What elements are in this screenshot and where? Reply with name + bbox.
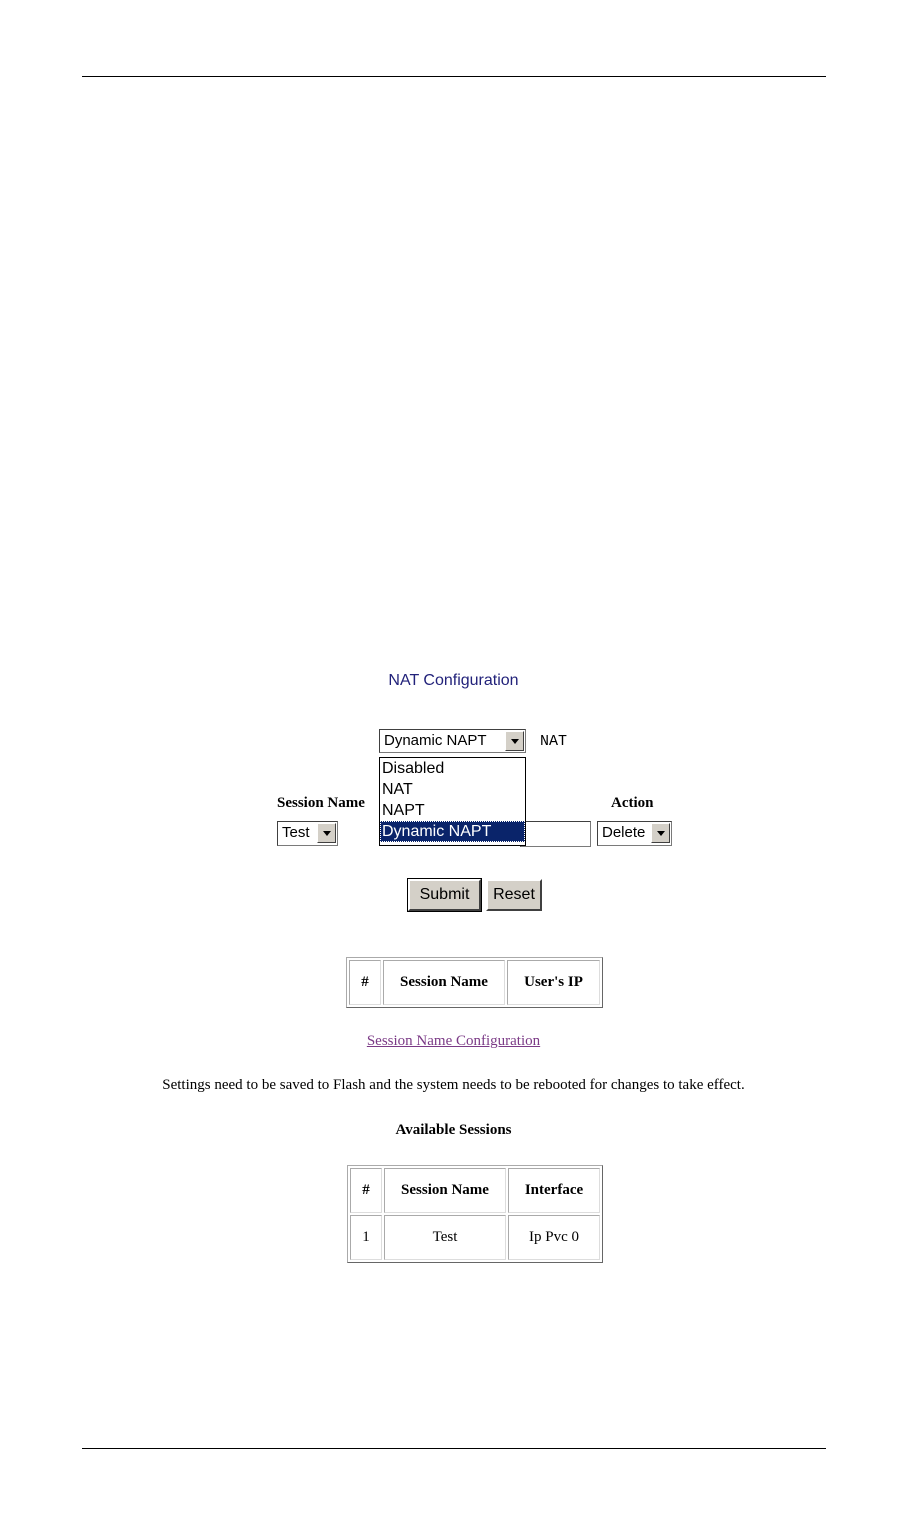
nat-option-disabled[interactable]: Disabled — [382, 760, 445, 777]
page-title: NAT Configuration — [388, 672, 519, 689]
row-interface: Ip Pvc 0 — [508, 1215, 600, 1260]
session-name-select[interactable] — [277, 821, 338, 846]
session-table — [346, 957, 603, 1008]
chevron-down-icon[interactable] — [317, 823, 336, 843]
available-sessions-table — [347, 1165, 603, 1263]
header-rule — [82, 76, 826, 77]
nat-mode-select[interactable] — [379, 729, 526, 753]
nat-mode-value: Dynamic NAPT — [384, 732, 487, 749]
table-row — [350, 1215, 600, 1260]
reset-button[interactable]: Reset — [486, 879, 542, 911]
session-name-header: Session Name — [277, 795, 365, 811]
table-header-row — [350, 1168, 600, 1213]
nat-option-nat[interactable]: NAT — [382, 781, 413, 798]
action-select[interactable] — [597, 821, 672, 846]
session-name-value: Test — [282, 824, 310, 841]
col-session-name: Session Name — [383, 960, 505, 1005]
session-name-config-link[interactable]: Session Name Configuration — [366, 1033, 541, 1049]
col-session-name: Session Name — [384, 1168, 506, 1213]
footer-rule — [82, 1448, 826, 1449]
col-users-ip: User's IP — [507, 960, 600, 1005]
action-value: Delete — [602, 824, 646, 841]
available-sessions-title: Available Sessions — [395, 1122, 512, 1138]
col-number: # — [349, 960, 381, 1005]
table-header-row — [349, 960, 600, 1005]
col-interface: Interface — [508, 1168, 600, 1213]
row-session-name: Test — [384, 1215, 506, 1260]
reboot-note: Settings need to be saved to Flash and the system needs to be rebooted for changes to take effect. — [162, 1077, 745, 1093]
action-header: Action — [611, 795, 654, 811]
chevron-down-icon[interactable] — [505, 731, 524, 751]
row-number: 1 — [350, 1215, 382, 1260]
user-ip-input[interactable] — [520, 821, 591, 847]
chevron-down-icon[interactable] — [651, 823, 670, 843]
nat-label: NAT — [540, 733, 568, 750]
col-number: # — [350, 1168, 382, 1213]
nat-mode-dropdown-list[interactable] — [379, 757, 526, 846]
submit-button[interactable]: Submit — [408, 879, 481, 911]
nat-option-napt[interactable]: NAPT — [382, 802, 425, 819]
nat-option-dynamic-napt[interactable]: Dynamic NAPT — [380, 821, 525, 842]
